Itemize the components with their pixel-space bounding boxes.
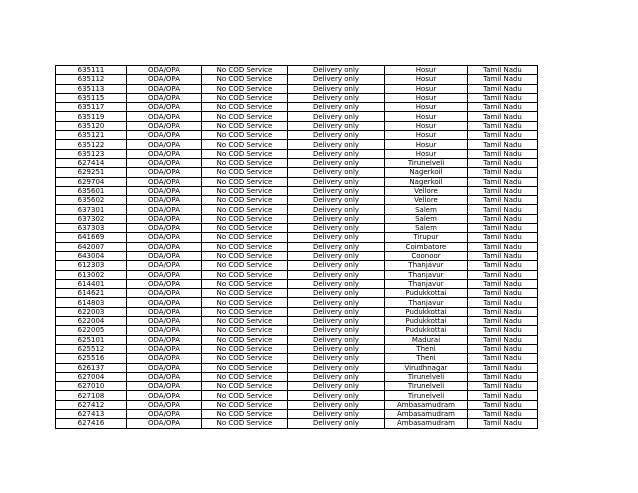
city-cell: Madurai xyxy=(385,335,468,344)
state-cell: Tamil Nadu xyxy=(468,84,538,93)
pincode-cell: 627414 xyxy=(56,158,127,167)
service-type-cell: Delivery only xyxy=(288,298,385,307)
state-cell: Tamil Nadu xyxy=(468,66,538,75)
service-type-cell: Delivery only xyxy=(288,279,385,288)
state-cell: Tamil Nadu xyxy=(468,214,538,223)
service-type-cell: Delivery only xyxy=(288,307,385,316)
table-row xyxy=(56,214,538,223)
pincode-cell: 635111 xyxy=(56,66,127,75)
city-cell: Pudukkottai xyxy=(385,326,468,335)
pincode-cell: 635120 xyxy=(56,121,127,130)
city-cell: Vellore xyxy=(385,196,468,205)
state-cell: Tamil Nadu xyxy=(468,400,538,409)
cod-service-cell: No COD Service xyxy=(202,149,288,158)
state-cell: Tamil Nadu xyxy=(468,326,538,335)
city-cell: Tirunelveli xyxy=(385,391,468,400)
area-type-cell: ODA/OPA xyxy=(127,261,202,270)
area-type-cell: ODA/OPA xyxy=(127,409,202,418)
table-row xyxy=(56,409,538,418)
area-type-cell: ODA/OPA xyxy=(127,419,202,428)
cod-service-cell: No COD Service xyxy=(202,400,288,409)
service-type-cell: Delivery only xyxy=(288,75,385,84)
state-cell: Tamil Nadu xyxy=(468,140,538,149)
cod-service-cell: No COD Service xyxy=(202,391,288,400)
service-type-cell: Delivery only xyxy=(288,214,385,223)
city-cell: Hosur xyxy=(385,121,468,130)
service-type-cell: Delivery only xyxy=(288,289,385,298)
pincode-cell: 635115 xyxy=(56,93,127,102)
cod-service-cell: No COD Service xyxy=(202,307,288,316)
table-body xyxy=(56,66,538,429)
table-row xyxy=(56,131,538,140)
table-row xyxy=(56,158,538,167)
service-type-cell: Delivery only xyxy=(288,270,385,279)
pincode-cell: 635112 xyxy=(56,75,127,84)
state-cell: Tamil Nadu xyxy=(468,93,538,102)
pincode-cell: 614401 xyxy=(56,279,127,288)
table-row xyxy=(56,196,538,205)
pincode-cell: 637303 xyxy=(56,224,127,233)
table-row xyxy=(56,93,538,102)
city-cell: Coimbatore xyxy=(385,242,468,251)
service-type-cell: Delivery only xyxy=(288,391,385,400)
state-cell: Tamil Nadu xyxy=(468,270,538,279)
state-cell: Tamil Nadu xyxy=(468,382,538,391)
state-cell: Tamil Nadu xyxy=(468,391,538,400)
area-type-cell: ODA/OPA xyxy=(127,224,202,233)
service-type-cell: Delivery only xyxy=(288,400,385,409)
area-type-cell: ODA/OPA xyxy=(127,335,202,344)
table-row xyxy=(56,121,538,130)
pincode-cell: 635121 xyxy=(56,131,127,140)
table-row xyxy=(56,205,538,214)
area-type-cell: ODA/OPA xyxy=(127,75,202,84)
area-type-cell: ODA/OPA xyxy=(127,186,202,195)
city-cell: Ambasamudram xyxy=(385,409,468,418)
service-type-cell: Delivery only xyxy=(288,66,385,75)
city-cell: Salem xyxy=(385,205,468,214)
service-type-cell: Delivery only xyxy=(288,261,385,270)
table-row xyxy=(56,177,538,186)
area-type-cell: ODA/OPA xyxy=(127,177,202,186)
pincode-cell: 622003 xyxy=(56,307,127,316)
service-type-cell: Delivery only xyxy=(288,409,385,418)
city-cell: Virudhnagar xyxy=(385,363,468,372)
area-type-cell: ODA/OPA xyxy=(127,344,202,353)
pincode-cell: 635601 xyxy=(56,186,127,195)
state-cell: Tamil Nadu xyxy=(468,242,538,251)
table-row xyxy=(56,103,538,112)
city-cell: Thanjavur xyxy=(385,261,468,270)
area-type-cell: ODA/OPA xyxy=(127,251,202,260)
pincode-cell: 637302 xyxy=(56,214,127,223)
state-cell: Tamil Nadu xyxy=(468,298,538,307)
cod-service-cell: No COD Service xyxy=(202,372,288,381)
area-type-cell: ODA/OPA xyxy=(127,363,202,372)
city-cell: Theni xyxy=(385,344,468,353)
pincode-cell: 641669 xyxy=(56,233,127,242)
pincode-cell: 635122 xyxy=(56,140,127,149)
pincode-cell: 642007 xyxy=(56,242,127,251)
state-cell: Tamil Nadu xyxy=(468,354,538,363)
table-row xyxy=(56,363,538,372)
cod-service-cell: No COD Service xyxy=(202,251,288,260)
cod-service-cell: No COD Service xyxy=(202,224,288,233)
city-cell: Hosur xyxy=(385,149,468,158)
service-type-cell: Delivery only xyxy=(288,140,385,149)
state-cell: Tamil Nadu xyxy=(468,344,538,353)
area-type-cell: ODA/OPA xyxy=(127,298,202,307)
city-cell: Nagerkoil xyxy=(385,177,468,186)
pincode-cell: 626137 xyxy=(56,363,127,372)
cod-service-cell: No COD Service xyxy=(202,103,288,112)
city-cell: Thanjavur xyxy=(385,279,468,288)
state-cell: Tamil Nadu xyxy=(468,121,538,130)
city-cell: Pudukkottai xyxy=(385,307,468,316)
area-type-cell: ODA/OPA xyxy=(127,270,202,279)
cod-service-cell: No COD Service xyxy=(202,121,288,130)
state-cell: Tamil Nadu xyxy=(468,317,538,326)
city-cell: Theni xyxy=(385,354,468,363)
service-type-cell: Delivery only xyxy=(288,354,385,363)
table-row xyxy=(56,75,538,84)
city-cell: Hosur xyxy=(385,84,468,93)
city-cell: Hosur xyxy=(385,93,468,102)
cod-service-cell: No COD Service xyxy=(202,326,288,335)
city-cell: Tirunelveli xyxy=(385,382,468,391)
pincode-cell: 622004 xyxy=(56,317,127,326)
pincode-cell: 627413 xyxy=(56,409,127,418)
cod-service-cell: No COD Service xyxy=(202,261,288,270)
city-cell: Hosur xyxy=(385,66,468,75)
service-type-cell: Delivery only xyxy=(288,93,385,102)
table-row xyxy=(56,168,538,177)
city-cell: Hosur xyxy=(385,103,468,112)
area-type-cell: ODA/OPA xyxy=(127,382,202,391)
table-row xyxy=(56,66,538,75)
table-row xyxy=(56,224,538,233)
cod-service-cell: No COD Service xyxy=(202,354,288,363)
state-cell: Tamil Nadu xyxy=(468,112,538,121)
cod-service-cell: No COD Service xyxy=(202,93,288,102)
area-type-cell: ODA/OPA xyxy=(127,279,202,288)
service-type-cell: Delivery only xyxy=(288,196,385,205)
pincode-cell: 637301 xyxy=(56,205,127,214)
city-cell: Hosur xyxy=(385,75,468,84)
table-row xyxy=(56,233,538,242)
cod-service-cell: No COD Service xyxy=(202,335,288,344)
area-type-cell: ODA/OPA xyxy=(127,372,202,381)
table-row xyxy=(56,298,538,307)
cod-service-cell: No COD Service xyxy=(202,186,288,195)
pincode-table xyxy=(55,65,538,429)
service-type-cell: Delivery only xyxy=(288,158,385,167)
area-type-cell: ODA/OPA xyxy=(127,214,202,223)
state-cell: Tamil Nadu xyxy=(468,307,538,316)
city-cell: Pudukkottai xyxy=(385,317,468,326)
area-type-cell: ODA/OPA xyxy=(127,326,202,335)
service-type-cell: Delivery only xyxy=(288,326,385,335)
city-cell: Ambasamudram xyxy=(385,419,468,428)
pincode-cell: 635123 xyxy=(56,149,127,158)
area-type-cell: ODA/OPA xyxy=(127,93,202,102)
cod-service-cell: No COD Service xyxy=(202,177,288,186)
pincode-cell: 635119 xyxy=(56,112,127,121)
state-cell: Tamil Nadu xyxy=(468,75,538,84)
cod-service-cell: No COD Service xyxy=(202,344,288,353)
pincode-cell: 612303 xyxy=(56,261,127,270)
state-cell: Tamil Nadu xyxy=(468,279,538,288)
service-type-cell: Delivery only xyxy=(288,149,385,158)
cod-service-cell: No COD Service xyxy=(202,363,288,372)
area-type-cell: ODA/OPA xyxy=(127,242,202,251)
table-row xyxy=(56,317,538,326)
city-cell: Salem xyxy=(385,214,468,223)
cod-service-cell: No COD Service xyxy=(202,317,288,326)
cod-service-cell: No COD Service xyxy=(202,409,288,418)
area-type-cell: ODA/OPA xyxy=(127,84,202,93)
cod-service-cell: No COD Service xyxy=(202,382,288,391)
area-type-cell: ODA/OPA xyxy=(127,400,202,409)
state-cell: Tamil Nadu xyxy=(468,177,538,186)
state-cell: Tamil Nadu xyxy=(468,205,538,214)
area-type-cell: ODA/OPA xyxy=(127,140,202,149)
table-row xyxy=(56,149,538,158)
cod-service-cell: No COD Service xyxy=(202,112,288,121)
state-cell: Tamil Nadu xyxy=(468,224,538,233)
city-cell: Thanjavur xyxy=(385,298,468,307)
area-type-cell: ODA/OPA xyxy=(127,391,202,400)
service-type-cell: Delivery only xyxy=(288,382,385,391)
cod-service-cell: No COD Service xyxy=(202,84,288,93)
table-row xyxy=(56,140,538,149)
pincode-cell: 625101 xyxy=(56,335,127,344)
state-cell: Tamil Nadu xyxy=(468,186,538,195)
cod-service-cell: No COD Service xyxy=(202,298,288,307)
table-row xyxy=(56,251,538,260)
service-type-cell: Delivery only xyxy=(288,344,385,353)
table-row xyxy=(56,391,538,400)
service-type-cell: Delivery only xyxy=(288,84,385,93)
area-type-cell: ODA/OPA xyxy=(127,354,202,363)
city-cell: Tirunelveli xyxy=(385,372,468,381)
cod-service-cell: No COD Service xyxy=(202,214,288,223)
area-type-cell: ODA/OPA xyxy=(127,168,202,177)
pincode-cell: 625512 xyxy=(56,344,127,353)
table-row xyxy=(56,289,538,298)
pincode-cell: 614621 xyxy=(56,289,127,298)
pincode-cell: 627412 xyxy=(56,400,127,409)
service-type-cell: Delivery only xyxy=(288,335,385,344)
service-type-cell: Delivery only xyxy=(288,233,385,242)
state-cell: Tamil Nadu xyxy=(468,419,538,428)
table-row xyxy=(56,372,538,381)
table-row xyxy=(56,307,538,316)
area-type-cell: ODA/OPA xyxy=(127,196,202,205)
state-cell: Tamil Nadu xyxy=(468,158,538,167)
city-cell: Tirupur xyxy=(385,233,468,242)
pincode-cell: 614803 xyxy=(56,298,127,307)
area-type-cell: ODA/OPA xyxy=(127,121,202,130)
table-row xyxy=(56,354,538,363)
cod-service-cell: No COD Service xyxy=(202,205,288,214)
state-cell: Tamil Nadu xyxy=(468,149,538,158)
pincode-cell: 627108 xyxy=(56,391,127,400)
cod-service-cell: No COD Service xyxy=(202,419,288,428)
service-type-cell: Delivery only xyxy=(288,131,385,140)
area-type-cell: ODA/OPA xyxy=(127,317,202,326)
state-cell: Tamil Nadu xyxy=(468,103,538,112)
state-cell: Tamil Nadu xyxy=(468,409,538,418)
city-cell: Salem xyxy=(385,224,468,233)
city-cell: Tirunelveli xyxy=(385,158,468,167)
service-type-cell: Delivery only xyxy=(288,372,385,381)
pincode-cell: 627416 xyxy=(56,419,127,428)
pincode-cell: 629251 xyxy=(56,168,127,177)
table-row xyxy=(56,382,538,391)
table-row xyxy=(56,84,538,93)
state-cell: Tamil Nadu xyxy=(468,196,538,205)
city-cell: Ambasamudram xyxy=(385,400,468,409)
city-cell: Hosur xyxy=(385,112,468,121)
service-type-cell: Delivery only xyxy=(288,168,385,177)
pincode-cell: 622005 xyxy=(56,326,127,335)
area-type-cell: ODA/OPA xyxy=(127,103,202,112)
cod-service-cell: No COD Service xyxy=(202,289,288,298)
service-type-cell: Delivery only xyxy=(288,363,385,372)
pincode-cell: 613002 xyxy=(56,270,127,279)
pincode-cell: 627004 xyxy=(56,372,127,381)
service-type-cell: Delivery only xyxy=(288,419,385,428)
area-type-cell: ODA/OPA xyxy=(127,205,202,214)
area-type-cell: ODA/OPA xyxy=(127,131,202,140)
city-cell: Thanjavur xyxy=(385,270,468,279)
table-row xyxy=(56,270,538,279)
area-type-cell: ODA/OPA xyxy=(127,233,202,242)
state-cell: Tamil Nadu xyxy=(468,168,538,177)
pincode-cell: 627010 xyxy=(56,382,127,391)
state-cell: Tamil Nadu xyxy=(468,289,538,298)
area-type-cell: ODA/OPA xyxy=(127,307,202,316)
table-row xyxy=(56,326,538,335)
city-cell: Hosur xyxy=(385,140,468,149)
pincode-cell: 643004 xyxy=(56,251,127,260)
service-type-cell: Delivery only xyxy=(288,121,385,130)
state-cell: Tamil Nadu xyxy=(468,363,538,372)
state-cell: Tamil Nadu xyxy=(468,372,538,381)
city-cell: Pudukkottai xyxy=(385,289,468,298)
service-type-cell: Delivery only xyxy=(288,186,385,195)
city-cell: Hosur xyxy=(385,131,468,140)
state-cell: Tamil Nadu xyxy=(468,131,538,140)
city-cell: Nagerkoil xyxy=(385,168,468,177)
cod-service-cell: No COD Service xyxy=(202,158,288,167)
area-type-cell: ODA/OPA xyxy=(127,66,202,75)
service-type-cell: Delivery only xyxy=(288,317,385,326)
cod-service-cell: No COD Service xyxy=(202,270,288,279)
table-row xyxy=(56,335,538,344)
pincode-cell: 635113 xyxy=(56,84,127,93)
area-type-cell: ODA/OPA xyxy=(127,149,202,158)
table-row xyxy=(56,279,538,288)
table-row xyxy=(56,400,538,409)
pincode-cell: 625516 xyxy=(56,354,127,363)
area-type-cell: ODA/OPA xyxy=(127,158,202,167)
state-cell: Tamil Nadu xyxy=(468,251,538,260)
pincode-cell: 635602 xyxy=(56,196,127,205)
table-row xyxy=(56,419,538,428)
service-type-cell: Delivery only xyxy=(288,224,385,233)
pincode-cell: 635117 xyxy=(56,103,127,112)
area-type-cell: ODA/OPA xyxy=(127,112,202,121)
service-type-cell: Delivery only xyxy=(288,251,385,260)
state-cell: Tamil Nadu xyxy=(468,335,538,344)
service-type-cell: Delivery only xyxy=(288,112,385,121)
cod-service-cell: No COD Service xyxy=(202,75,288,84)
city-cell: Coonoor xyxy=(385,251,468,260)
service-type-cell: Delivery only xyxy=(288,205,385,214)
cod-service-cell: No COD Service xyxy=(202,131,288,140)
area-type-cell: ODA/OPA xyxy=(127,289,202,298)
cod-service-cell: No COD Service xyxy=(202,242,288,251)
state-cell: Tamil Nadu xyxy=(468,233,538,242)
city-cell: Vellore xyxy=(385,186,468,195)
service-type-cell: Delivery only xyxy=(288,103,385,112)
table-row xyxy=(56,344,538,353)
cod-service-cell: No COD Service xyxy=(202,168,288,177)
table-row xyxy=(56,112,538,121)
cod-service-cell: No COD Service xyxy=(202,233,288,242)
service-type-cell: Delivery only xyxy=(288,177,385,186)
pincode-cell: 629704 xyxy=(56,177,127,186)
cod-service-cell: No COD Service xyxy=(202,196,288,205)
cod-service-cell: No COD Service xyxy=(202,279,288,288)
table-row xyxy=(56,242,538,251)
service-type-cell: Delivery only xyxy=(288,242,385,251)
cod-service-cell: No COD Service xyxy=(202,66,288,75)
cod-service-cell: No COD Service xyxy=(202,140,288,149)
table-row xyxy=(56,261,538,270)
state-cell: Tamil Nadu xyxy=(468,261,538,270)
table-row xyxy=(56,186,538,195)
